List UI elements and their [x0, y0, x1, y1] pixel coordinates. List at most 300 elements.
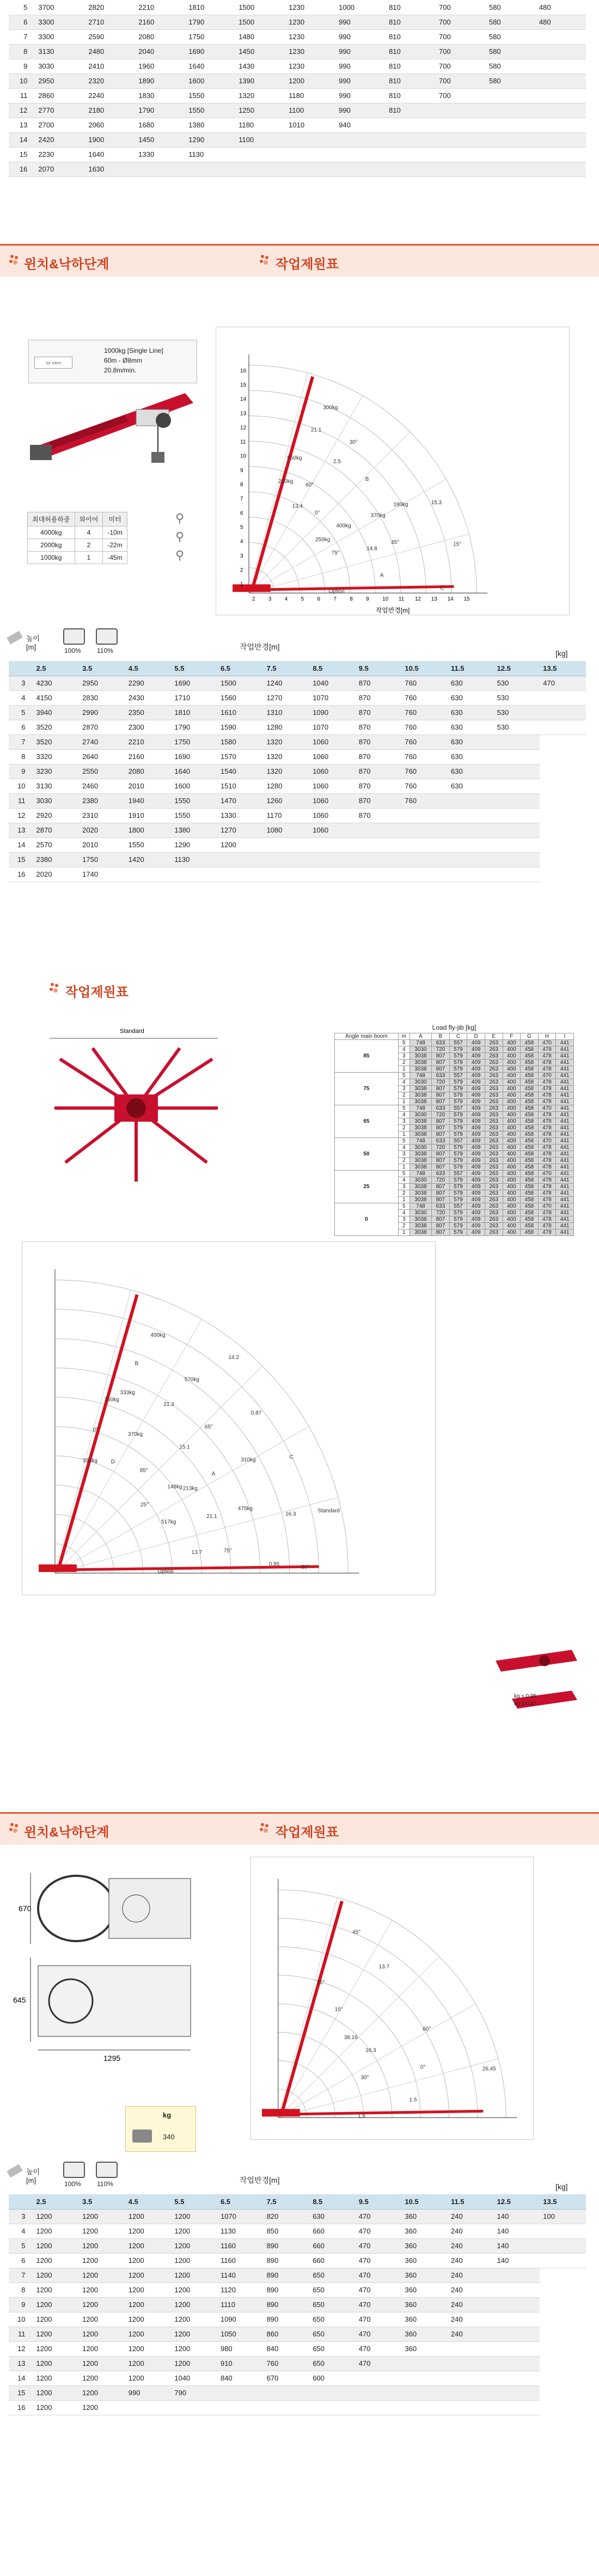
table1-value-cell: 2290	[125, 676, 172, 690]
flyjib-value-cell: 441	[556, 1184, 574, 1190]
table1-value-cell: 2950	[79, 676, 125, 690]
flyjib-value-cell: 400	[503, 1216, 521, 1223]
flyjib-value-cell: 2	[398, 1125, 409, 1131]
table3-value-cell: 1160	[217, 2238, 264, 2253]
top-value-cell	[436, 147, 486, 162]
flyjib-value-cell: 807	[432, 1229, 450, 1236]
y-tick-label: 16	[240, 368, 247, 374]
table1-value-cell: 2010	[125, 779, 172, 793]
flyjib-value-cell: 633	[432, 1040, 450, 1047]
hook-4-icon: ⚲	[175, 511, 185, 525]
hook-label-2: kg ≤ 0.87	[514, 1701, 537, 1707]
flyjib-value-cell: 720	[432, 1210, 450, 1216]
flyjib-value-cell: 4	[398, 1145, 409, 1151]
top-height-cell: 5	[9, 0, 35, 15]
x-tick-label: 5	[301, 596, 304, 603]
table1-col-header: 6.5	[217, 661, 264, 676]
top-value-cell: 990	[335, 59, 386, 74]
flyjib-value-cell: 400	[503, 1099, 521, 1105]
top-value-cell: 580	[486, 59, 536, 74]
table3-value-cell: 140	[494, 2253, 540, 2268]
table3-header-row	[9, 2194, 586, 2209]
chart-annotation: 25°	[140, 1502, 149, 1508]
flyjib-value-cell: 633	[432, 1073, 450, 1079]
flyjib-value-cell: 458	[521, 1223, 539, 1229]
top-value-cell: 580	[486, 0, 536, 15]
table3-col-header: 9.5	[356, 2194, 402, 2209]
top-value-cell: 700	[436, 15, 486, 29]
top-value-cell: 1230	[285, 44, 335, 59]
table1-value-cell	[494, 793, 540, 808]
chart-annotation: 65°	[204, 1424, 213, 1430]
table1-corner-cell	[9, 661, 33, 676]
table3-value-cell: 240	[448, 2312, 494, 2327]
flyjib-value-cell: 458	[521, 1066, 539, 1073]
flyjib-value-cell: 263	[485, 1073, 503, 1079]
table1-value-cell: 3520	[33, 735, 80, 749]
chart-annotation: 15.1	[179, 1444, 190, 1451]
dim-height: 670	[19, 1904, 32, 1913]
table1-row	[9, 823, 586, 837]
chart-annotation: 60°	[305, 482, 314, 488]
table3-value-cell	[309, 2400, 356, 2415]
chart-annotation: 370kg	[127, 1431, 143, 1438]
flyjib-value-cell: 263	[485, 1171, 503, 1177]
flyjib-value-cell: 409	[467, 1197, 485, 1203]
table3-value-cell: 1200	[33, 2371, 80, 2385]
top-value-cell: 1550	[185, 103, 235, 118]
table3-value-cell: 1200	[125, 2253, 172, 2268]
flyjib-table-wrap	[334, 1024, 574, 1236]
flyjib-value-cell: 400	[503, 1131, 521, 1138]
table1-value-cell	[448, 867, 494, 882]
flyjib-value-cell: 478	[538, 1151, 556, 1158]
table3-value-cell	[401, 2371, 448, 2385]
top-value-cell: 580	[486, 29, 536, 44]
top-height-cell: 15	[9, 147, 35, 162]
flyjib-value-cell: 4	[398, 1079, 409, 1086]
winch-row	[28, 527, 127, 539]
table3-value-cell: 1200	[171, 2238, 217, 2253]
flyjib-value-cell: 458	[521, 1086, 539, 1092]
top-value-cell: 2410	[85, 59, 135, 74]
table3-value-cell: 1200	[125, 2356, 172, 2371]
table3-value-cell	[494, 2297, 540, 2312]
table3-value-cell: 470	[356, 2238, 402, 2253]
flyjib-value-cell: 478	[538, 1092, 556, 1099]
flyjib-value-cell: 458	[521, 1151, 539, 1158]
flyjib-value-cell: 3038	[409, 1125, 431, 1131]
section1-table-header	[0, 625, 599, 662]
weight-value: 340	[163, 2133, 175, 2141]
top-row	[9, 59, 586, 74]
table1-value-cell	[494, 735, 540, 749]
flyjib-value-cell: 3030	[409, 1079, 431, 1086]
table3-value-cell: 840	[217, 2371, 264, 2385]
flyjib-value-cell: 458	[521, 1131, 539, 1138]
flyjib-row	[335, 1040, 574, 1047]
table3-row	[9, 2312, 586, 2327]
top-height-cell: 14	[9, 132, 35, 147]
table3-height-cell: 3	[9, 2209, 33, 2224]
table1-row	[9, 764, 586, 779]
top-value-cell: 2770	[35, 103, 85, 118]
table1-value-cell: 3130	[33, 779, 80, 793]
angle-ray	[278, 1920, 392, 2118]
chart-annotation: 38.16	[344, 2034, 358, 2041]
table1-value-cell: 1470	[217, 793, 264, 808]
table3-value-cell: 470	[356, 2268, 402, 2283]
table1-value-cell: 1550	[125, 837, 172, 852]
top-value-cell: 2950	[35, 74, 85, 88]
flyjib-value-cell: 1	[398, 1131, 409, 1138]
top-value-cell: 1680	[135, 118, 185, 132]
table1-value-cell: 870	[356, 764, 402, 779]
flyjib-value-cell: 478	[538, 1164, 556, 1171]
chart-annotation: 1.5	[358, 2113, 366, 2120]
table1-value-cell	[217, 867, 264, 882]
table3-value-cell: 360	[401, 2297, 448, 2312]
top-value-cell: 990	[335, 29, 386, 44]
top-value-cell: 1790	[185, 15, 235, 29]
chart-annotation: Option	[328, 589, 345, 595]
chart-annotation: 310kg	[241, 1457, 256, 1463]
flyjib-value-cell: 3038	[409, 1229, 431, 1236]
table1-value-cell	[540, 690, 586, 705]
flyjib-value-cell: 748	[409, 1203, 431, 1210]
table1-value-cell: 760	[401, 705, 448, 720]
table1-value-cell	[401, 852, 448, 867]
flyjib-value-cell: 409	[467, 1145, 485, 1151]
top-value-cell: 1230	[285, 29, 335, 44]
table1-value-cell: 2920	[33, 808, 80, 823]
table3-value-cell: 1200	[33, 2238, 80, 2253]
flyjib-value-cell: 3038	[409, 1151, 431, 1158]
flyjib-value-cell: 470	[538, 1073, 556, 1079]
flyjib-value-cell: 579	[449, 1118, 467, 1125]
top-value-cell: 2710	[85, 15, 135, 29]
chart-annotation: 30°	[349, 439, 358, 446]
flyjib-value-cell: 2	[398, 1158, 409, 1164]
winch-row	[28, 552, 127, 564]
table1-value-cell: 2020	[79, 823, 125, 837]
table3-value-cell: 360	[401, 2224, 448, 2238]
table3-value-cell: 100	[540, 2209, 586, 2224]
table3-value-cell: 660	[309, 2253, 356, 2268]
table1-value-cell: 1510	[217, 779, 264, 793]
table1-value-cell: 2990	[79, 705, 125, 720]
weight-icon	[132, 2130, 152, 2143]
flyjib-value-cell: 1	[398, 1066, 409, 1073]
flyjib-value-cell: 263	[485, 1047, 503, 1053]
table1-value-cell	[401, 823, 448, 837]
chart-annotation: 16.3	[365, 2047, 376, 2054]
flyjib-head-cell: A	[409, 1033, 431, 1040]
y-tick-label: 2	[240, 567, 243, 573]
table1-value-cell: 1060	[309, 793, 356, 808]
flyjib-value-cell: 400	[503, 1073, 521, 1079]
top-value-cell	[335, 132, 386, 147]
flyjib-value-cell: 3	[398, 1151, 409, 1158]
table3-value-cell: 470	[356, 2327, 402, 2341]
flyjib-value-cell: 579	[449, 1092, 467, 1099]
flyjib-value-cell: 441	[556, 1210, 574, 1216]
table3-row	[9, 2224, 586, 2238]
chart-annotation: 300kg	[323, 405, 338, 411]
flyjib-head-cell: D	[467, 1033, 485, 1040]
flyjib-value-cell: 478	[538, 1158, 556, 1164]
top-value-cell: 580	[486, 15, 536, 29]
table1-value-cell	[494, 749, 540, 764]
top-row	[9, 44, 586, 59]
table3-value-cell: 790	[171, 2385, 217, 2400]
flyjib-value-cell: 633	[432, 1105, 450, 1112]
table1-value-cell: 2870	[79, 720, 125, 735]
table3-value-cell	[217, 2385, 264, 2400]
y-tick-label: 4	[240, 539, 243, 545]
table3-row	[9, 2209, 586, 2224]
table1-value-cell: 870	[356, 735, 402, 749]
y-tick-label: 11	[240, 439, 246, 445]
table1-value-cell: 760	[401, 676, 448, 690]
flyjib-value-cell: 579	[449, 1229, 467, 1236]
winch-cell: -22m	[103, 539, 127, 552]
top-value-cell: 2210	[135, 0, 185, 15]
flyjib-value-cell: 3038	[409, 1164, 431, 1171]
table1-value-cell: 2300	[125, 720, 172, 735]
flyjib-value-cell: 400	[503, 1190, 521, 1197]
flyjib-value-cell: 409	[467, 1079, 485, 1086]
top-value-cell: 1180	[285, 88, 335, 103]
table3-value-cell	[494, 2327, 540, 2341]
top-value-cell: 940	[335, 118, 386, 132]
flyjib-value-cell: 478	[538, 1210, 556, 1216]
flyjib-value-cell: 400	[503, 1158, 521, 1164]
table3-value-cell: 1200	[79, 2327, 125, 2341]
table3-value-cell: 1200	[125, 2341, 172, 2356]
table3-value-cell: 1130	[217, 2224, 264, 2238]
flyjib-value-cell: 720	[432, 1177, 450, 1184]
top-value-cell: 1600	[185, 74, 235, 88]
top-value-cell: 990	[335, 74, 386, 88]
top-value-cell	[436, 103, 486, 118]
top-value-cell: 700	[436, 59, 486, 74]
flyjib-value-cell: 400	[503, 1053, 521, 1060]
flyjib-value-cell: 3030	[409, 1047, 431, 1053]
table1-value-cell: 2160	[125, 749, 172, 764]
flyjib-value-cell: 441	[556, 1164, 574, 1171]
top-value-cell	[536, 29, 586, 44]
section3-height-label: 높이 [m]	[26, 2168, 40, 2185]
table1-row	[9, 793, 586, 808]
chart-annotation: A	[380, 572, 384, 579]
table1-value-cell	[264, 852, 310, 867]
flyjib-value-cell: 5	[398, 1138, 409, 1145]
flyjib-value-cell: 579	[449, 1060, 467, 1066]
flyjib-value-cell: 409	[467, 1118, 485, 1125]
table3-value-cell	[494, 2371, 540, 2385]
flyjib-value-cell: 748	[409, 1138, 431, 1145]
table3-value-cell: 890	[264, 2253, 310, 2268]
flyjib-value-cell: 263	[485, 1177, 503, 1184]
table3-height-cell: 15	[9, 2385, 33, 2400]
flyjib-value-cell: 458	[521, 1184, 539, 1190]
section1-sub-100: 100%	[64, 647, 81, 654]
table1-value-cell: 1060	[309, 735, 356, 749]
top-value-cell: 1290	[185, 132, 235, 147]
table3-value-cell: 1200	[171, 2312, 217, 2327]
flyjib-value-cell: 807	[432, 1164, 450, 1171]
top-value-cell: 1960	[135, 59, 185, 74]
flyjib-value-cell: 4	[398, 1112, 409, 1118]
flyjib-value-cell: 579	[449, 1210, 467, 1216]
table1-value-cell: 1130	[171, 852, 217, 867]
chart-annotation: 13.7	[378, 1964, 390, 1971]
flyjib-value-cell: 441	[556, 1138, 574, 1145]
top-height-cell: 8	[9, 44, 35, 59]
section1-outrigger-a-icon	[63, 628, 85, 645]
table1-value-cell: 1380	[171, 823, 217, 837]
flyjib-value-cell: 458	[521, 1047, 539, 1053]
flyjib-value-cell: 263	[485, 1131, 503, 1138]
flyjib-value-cell: 263	[485, 1092, 503, 1099]
table3-value-cell: 840	[264, 2341, 310, 2356]
top-value-cell: 990	[335, 88, 386, 103]
table1-row	[9, 720, 586, 735]
chart-annotation: D	[111, 1459, 115, 1465]
flyjib-value-cell: 458	[521, 1190, 539, 1197]
table1-height-cell: 10	[9, 779, 33, 793]
flyjib-value-cell: 458	[521, 1053, 539, 1060]
flyjib-value-cell: 3038	[409, 1118, 431, 1125]
table3-value-cell: 1200	[79, 2238, 125, 2253]
flyjib-table-title: Load fly-jib [kg]	[432, 1024, 476, 1031]
flyjib-value-cell: 263	[485, 1053, 503, 1060]
flyjib-value-cell: 807	[432, 1118, 450, 1125]
table3-value-cell: 1200	[33, 2400, 80, 2415]
chart-annotation: 400kg	[150, 1332, 166, 1338]
table3-value-cell: 650	[309, 2283, 356, 2297]
table3-value-cell: 1200	[171, 2268, 217, 2283]
flyjib-value-cell: 458	[521, 1118, 539, 1125]
chart-annotation: 50°	[301, 1564, 310, 1571]
flyjib-value-cell: 470	[538, 1203, 556, 1210]
top-value-cell	[536, 59, 586, 74]
table3-value-cell: 1040	[171, 2371, 217, 2385]
table1-value-cell: 1940	[125, 793, 172, 808]
section2-dot-icon	[47, 980, 63, 996]
flyjib-value-cell: 400	[503, 1040, 521, 1047]
flyjib-value-cell: 441	[556, 1229, 574, 1236]
winch-cell: 4	[75, 527, 103, 539]
flyjib-value-cell: 441	[556, 1171, 574, 1177]
flyjib-value-cell: 3038	[409, 1216, 431, 1223]
flyjib-value-cell: 263	[485, 1223, 503, 1229]
flyjib-value-cell: 263	[485, 1229, 503, 1236]
flyjib-value-cell: 409	[467, 1177, 485, 1184]
table3-value-cell	[217, 2400, 264, 2415]
table3-value-cell: 1200	[33, 2268, 80, 2283]
top-value-cell: 2080	[135, 29, 185, 44]
flyjib-value-cell: 441	[556, 1105, 574, 1112]
table3-value-cell: 1200	[125, 2283, 172, 2297]
table1-height-cell: 11	[9, 793, 33, 808]
top-value-cell	[185, 162, 235, 176]
table3-value-cell: 1200	[79, 2371, 125, 2385]
flyjib-value-cell: 1	[398, 1229, 409, 1236]
top-value-cell	[536, 74, 586, 88]
table3-value-cell: 650	[309, 2356, 356, 2371]
table3-row	[9, 2371, 586, 2385]
table1-value-cell: 1070	[309, 720, 356, 735]
table1-col-header: 11.5	[448, 661, 494, 676]
table1-value-cell: 2080	[125, 764, 172, 779]
flyjib-value-cell: 400	[503, 1177, 521, 1184]
table3-value-cell: 650	[309, 2268, 356, 2283]
flyjib-value-cell: 441	[556, 1216, 574, 1223]
table1-value-cell: 630	[448, 749, 494, 764]
flyjib-value-cell: 748	[409, 1073, 431, 1079]
table1-height-cell: 15	[9, 852, 33, 867]
table1-value-cell: 760	[401, 779, 448, 793]
section3-sub-100: 100%	[64, 2180, 81, 2188]
table1-value-cell: 1640	[171, 764, 217, 779]
table3-value-cell	[540, 2253, 586, 2268]
flyjib-value-cell: 807	[432, 1060, 450, 1066]
table3-value-cell: 1120	[217, 2283, 264, 2297]
table1-value-cell: 2570	[33, 837, 80, 852]
flyjib-value-cell: 441	[556, 1073, 574, 1079]
table1-value-cell: 630	[448, 690, 494, 705]
angle-ray	[249, 534, 469, 593]
top-value-cell: 1390	[235, 74, 285, 88]
winch-cell: 2000kg	[28, 539, 75, 552]
table1-col-header: 7.5	[264, 661, 310, 676]
table3-value-cell: 820	[264, 2209, 310, 2224]
top-value-cell: 1130	[185, 147, 235, 162]
table1-value-cell	[356, 823, 402, 837]
table1-value-cell	[356, 867, 402, 882]
table3-row	[9, 2341, 586, 2356]
chart-annotation: A	[211, 1471, 216, 1477]
top-value-cell	[486, 118, 536, 132]
table3-col-header: 6.5	[217, 2194, 264, 2209]
flyjib-value-cell: 478	[538, 1216, 556, 1223]
flyjib-value-cell: 400	[503, 1229, 521, 1236]
flyjib-value-cell: 400	[503, 1164, 521, 1171]
flyjib-value-cell: 458	[521, 1171, 539, 1177]
flyjib-value-cell: 557	[449, 1171, 467, 1177]
table1-value-cell: 470	[540, 676, 586, 690]
top-value-cell	[536, 118, 586, 132]
flyjib-angle-cell: 50	[335, 1138, 399, 1171]
flyjib-head-cell: I	[556, 1033, 574, 1040]
table3-value-cell: 1200	[33, 2224, 80, 2238]
x-tick-label: 15	[463, 596, 470, 603]
flyjib-value-cell: 400	[503, 1125, 521, 1131]
table3-value-cell: 1200	[79, 2253, 125, 2268]
table3-value-cell: 1200	[125, 2209, 172, 2224]
table1-col-header: 12.5	[494, 661, 540, 676]
table1-value-cell: 870	[356, 793, 402, 808]
flyjib-value-cell: 409	[467, 1092, 485, 1099]
flyjib-value-cell: 807	[432, 1131, 450, 1138]
top-height-cell: 7	[9, 29, 35, 44]
x-tick-label: 7	[333, 596, 337, 603]
top-value-cell: 1320	[235, 88, 285, 103]
flyjib-value-cell: 720	[432, 1112, 450, 1118]
flyjib-value-cell: 263	[485, 1138, 503, 1145]
